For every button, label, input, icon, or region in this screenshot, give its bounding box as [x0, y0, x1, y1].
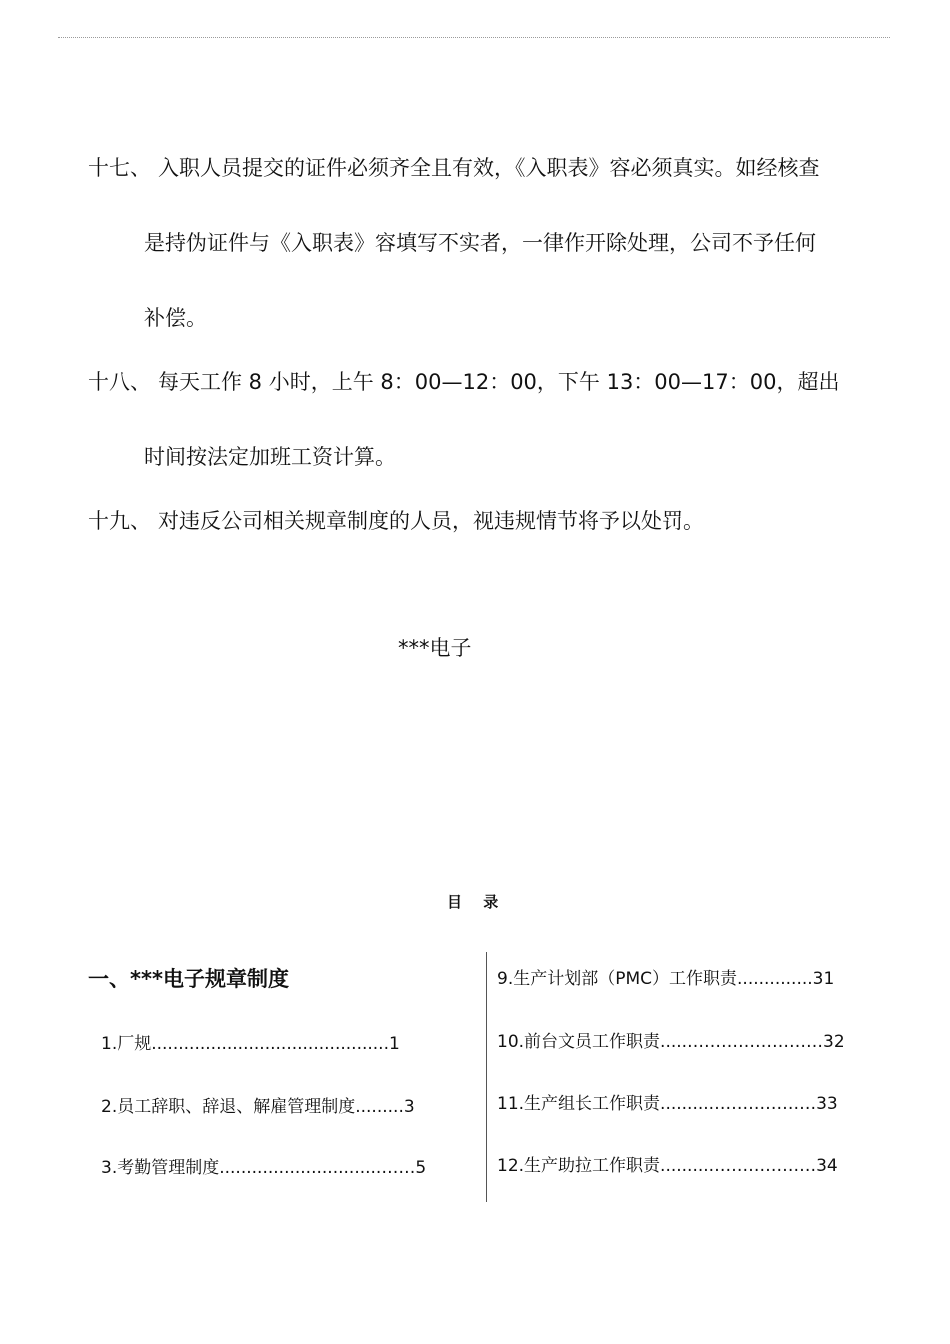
- toc-entry-link[interactable]: 2.员工辞职、辞退、解雇管理制度.........3: [101, 1097, 415, 1117]
- clause-text-line: 每天工作 8 小时，上午 8：00—12：00，下午 13：00—17：00，超出: [158, 370, 840, 394]
- toc-entry-link[interactable]: 12.生产助拉工作职责..........………………34: [497, 1156, 838, 1176]
- header-dotted-rule: [58, 37, 890, 38]
- clause-text-line: 入职人员提交的证件必须齐全且有效，《入职表》容必须真实。如经核查: [158, 156, 820, 180]
- clause-number: 十八、: [88, 370, 151, 394]
- clause-text-line: 时间按法定加班工资计算。: [144, 445, 396, 469]
- toc-title: 目 录: [447, 893, 507, 911]
- toc-entry-link[interactable]: 10.前台文员工作职责.....……………………32: [497, 1032, 845, 1052]
- clause-text-line: 对违反公司相关规章制度的人员，视违规情节将予以处罚。: [158, 509, 704, 533]
- clause-number: 十七、: [88, 156, 151, 180]
- toc-entry-link[interactable]: 9.生产计划部（PMC）工作职责..............31: [497, 969, 835, 989]
- clause-number: 十九、: [88, 509, 151, 533]
- toc-entry-link[interactable]: 3.考勤管理制度..............................……5: [101, 1158, 427, 1178]
- toc-entry-link[interactable]: 1.厂规............................................1: [101, 1034, 400, 1054]
- toc-entry-link[interactable]: 11.生产组长工作职责..........………………33: [497, 1094, 838, 1114]
- clause-text-line: 补偿。: [144, 306, 207, 330]
- toc-section-heading: 一、***电子规章制度: [88, 967, 289, 991]
- toc-column-divider: [486, 952, 487, 1202]
- company-signature: ***电子: [398, 636, 472, 660]
- clause-text-line: 是持伪证件与《入职表》容填写不实者，一律作开除处理，公司不予任何: [144, 231, 816, 255]
